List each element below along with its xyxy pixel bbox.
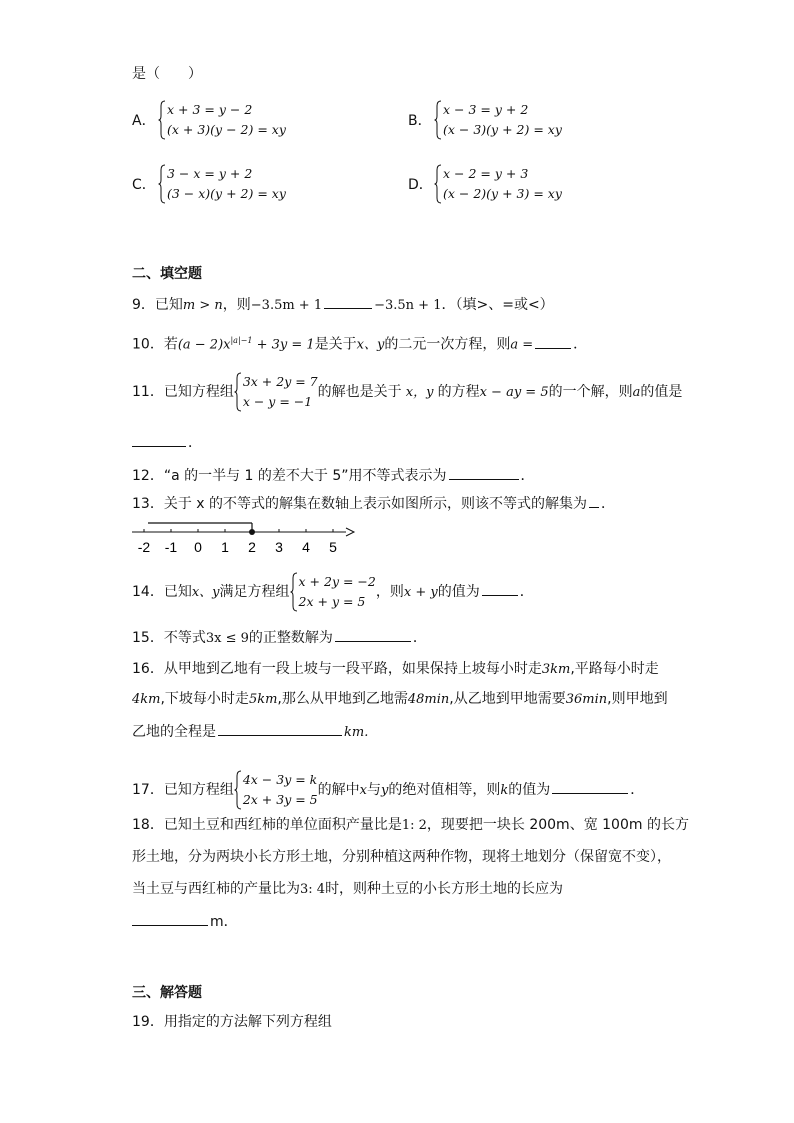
- number-line-label: -2: [137, 539, 151, 555]
- question-19: 19．用指定的方法解下列方程组: [132, 1014, 332, 1030]
- answer-blank[interactable]: [449, 465, 519, 480]
- question-15: 15．不等式3x ≤ 9的正整数解为 ．: [132, 627, 427, 649]
- number-line-label: 4: [302, 539, 310, 555]
- section-title-solve: 三、解答题: [132, 985, 202, 1001]
- equation-system: x − 2 = y + 3 (x − 2)(y + 3) = xy: [434, 164, 562, 204]
- question-11-answer-line: ．: [132, 432, 202, 453]
- answer-blank[interactable]: [552, 779, 628, 794]
- question-11: 11．已知方程组 3x + 2y = 7 x − y = −1 的解也是关于 x，y 的方程x − ay = 5的一个解，则a的值是: [132, 372, 682, 412]
- question-14: 14．已知x、y满足方程组 x + 2y = −2 2x + y = 5 ，则x + y的值为 ．: [132, 572, 534, 612]
- equation-system: x + 3 = y − 2 (x + 3)(y − 2) = xy: [158, 100, 286, 140]
- question-13: 13．关于 x 的不等式的解集在数轴上表示如图所示，则该不等式的解集为 ．: [132, 493, 615, 514]
- question-12: 12．“a 的一半与 1 的差不大于 5”用不等式表示为 ．: [132, 465, 535, 486]
- question-9: 9．已知m > n，则−3.5m + 1 −3.5n + 1．（填>、=或<）: [132, 294, 554, 316]
- q8-tail: 是（ ）: [132, 66, 202, 82]
- equation-system: x + 2y = −2 2x + y = 5: [290, 572, 376, 612]
- number-line-endpoint: [249, 529, 255, 535]
- number-line: [132, 520, 362, 562]
- q8-option-b[interactable]: [408, 100, 562, 140]
- question-16-line-3: 乙地的全程是 km.: [132, 721, 368, 743]
- answer-blank[interactable]: [132, 911, 208, 926]
- answer-blank[interactable]: [218, 721, 342, 736]
- equation-system: 3x + 2y = 7 x − y = −1: [234, 372, 318, 412]
- question-10: 10．若$(a - 2)x^{|a|-1} + 3y = 1$是关于x、y的二元一次方程，则a = ．: [132, 331, 587, 356]
- number-line-label: 3: [275, 539, 283, 555]
- question-18-line-1: 18．已知土豆和西红柿的单位面积产量比是1: 2，现要把一块长 200m、宽 100m 的长方: [132, 817, 689, 833]
- option-label: D．: [408, 177, 433, 193]
- equation-system: x − 3 = y + 2 (x − 3)(y + 2) = xy: [434, 100, 562, 140]
- question-18-line-2: 形土地，分为两块小长方形土地，分别种植这两种作物，现将土地划分（保留宽不变），: [132, 849, 671, 865]
- number-line-graphic: [132, 520, 362, 558]
- section-title-fill-in: 二、填空题: [132, 266, 202, 282]
- option-label: A．: [132, 113, 156, 129]
- option-label: B．: [408, 113, 432, 129]
- answer-blank[interactable]: [324, 294, 372, 309]
- answer-blank[interactable]: [482, 581, 518, 596]
- question-16-line-1: 16．从甲地到乙地有一段上坡与一段平路，如果保持上坡每小时走3km,平路每小时走: [132, 661, 659, 677]
- number-line-label: 1: [221, 539, 229, 555]
- answer-blank[interactable]: [589, 493, 599, 508]
- q8-option-d[interactable]: [408, 164, 562, 204]
- equation-system: 4x − 3y = k 2x + 3y = 5: [234, 770, 318, 810]
- option-label: C．: [132, 177, 156, 193]
- question-16-line-2: 4km,下坡每小时走5km,那么从甲地到乙地需48min,从乙地到甲地需要36min,则甲地到: [132, 691, 668, 707]
- number-line-label: -1: [164, 539, 178, 555]
- answer-blank[interactable]: [535, 334, 571, 349]
- question-18-line-3: 当土豆与西红柿的产量比为3: 4时，则种土豆的小长方形土地的长应为: [132, 881, 564, 897]
- question-17: 17．已知方程组 4x − 3y = k 2x + 3y = 5 的解中x与y的绝对值相等，则k的值为 ．: [132, 770, 644, 810]
- answer-blank[interactable]: [335, 627, 411, 642]
- question-18-line-4: m．: [132, 911, 238, 932]
- answer-blank[interactable]: [132, 432, 186, 447]
- equation-system: 3 − x = y + 2 (3 − x)(y + 2) = xy: [158, 164, 286, 204]
- number-line-label: 5: [329, 539, 337, 555]
- number-line-label: 0: [194, 539, 202, 555]
- q8-option-c[interactable]: [132, 164, 286, 204]
- number-line-label: 2: [248, 539, 256, 555]
- q8-option-a[interactable]: [132, 100, 286, 140]
